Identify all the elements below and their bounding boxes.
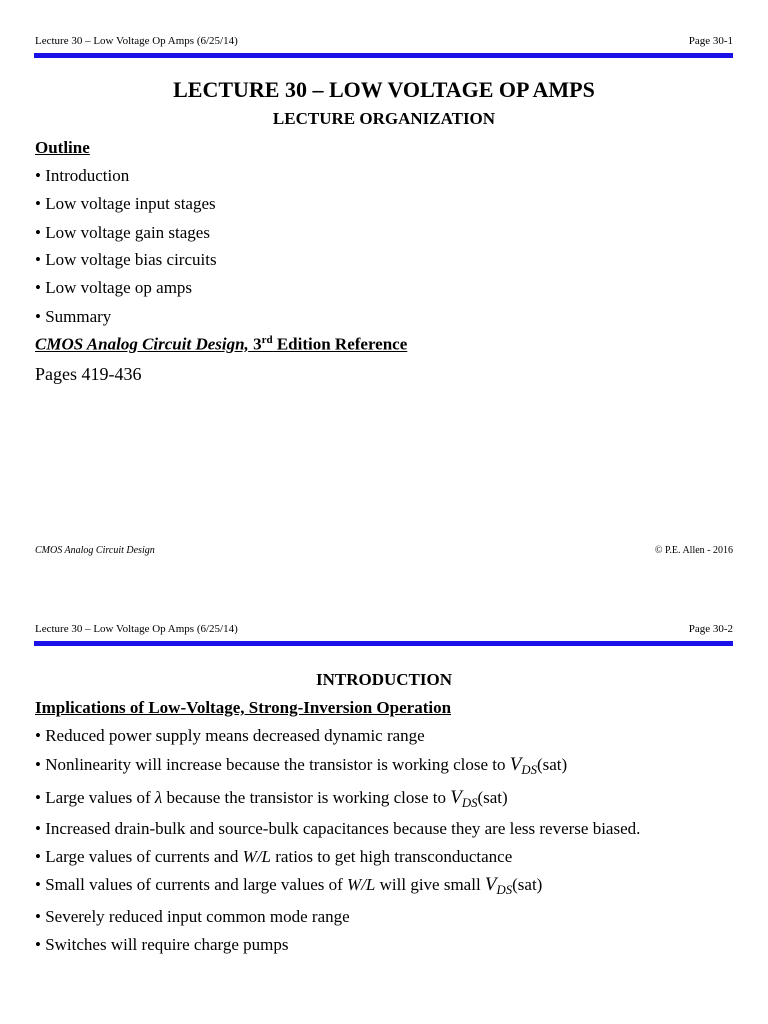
vds-subscript: DS [521,762,537,777]
bullet-text: • Large values of [35,788,155,807]
bullet-text: because the transistor is working close to [162,788,451,807]
vds-symbol-v: V [484,874,497,895]
bullet-nonlinearity [35,754,567,778]
bullet-common-mode-range: • Severely reduced input common mode range [35,907,350,926]
bullet-capacitances: • Increased drain-bulk and source-bulk capacitances because they are less reverse biased. [35,819,641,838]
vds-sat: (sat) [512,875,543,894]
outline-heading: Outline [35,138,90,157]
wl-ratio: W/L [347,875,376,894]
header-divider [34,53,733,58]
outline-item: • Low voltage input stages [35,194,216,213]
bullet-charge-pumps: • Switches will require charge pumps [35,935,289,954]
header-page-number: Page 30-2 [688,623,733,635]
bullet-power-supply: • Reduced power supply means decreased dynamic range [35,726,425,745]
slide-subtitle: LECTURE ORGANIZATION [272,109,496,128]
slide-title: LECTURE 30 – LOW VOLTAGE OP AMPS [173,77,595,102]
vds-subscript: DS [461,795,478,810]
header-lecture-title: Lecture 30 – Low Voltage Op Amps (6/25/14) [35,35,238,47]
vds-subscript: DS [496,882,513,897]
bullet-small-vds [35,874,542,898]
section-heading: Implications of Low-Voltage, Strong-Inversion Operation [35,698,452,717]
bullet-text: • Small values of currents and large values of [35,875,348,894]
outline-item: • Summary [35,307,112,326]
footer-course-name: CMOS Analog Circuit Design [35,545,155,556]
outline-item: • Low voltage op amps [35,278,193,297]
outline-item: • Low voltage gain stages [35,223,210,242]
lambda-symbol: λ [154,788,163,807]
reference-edition-number: 3 [248,334,262,354]
header-page-number: Page 30-1 [688,35,733,47]
outline-item: • Low voltage bias circuits [35,250,217,269]
reference-edition-suffix: rd [261,334,273,346]
outline-item: • Introduction [35,166,130,185]
textbook-reference [35,334,407,355]
vds-sat: (sat) [477,788,508,807]
reference-pages: Pages 419-436 [35,364,142,384]
vds-sat: (sat) [536,755,568,774]
vds-symbol-v: V [450,787,462,808]
bullet-lambda [35,787,508,811]
bullet-text: • Nonlinearity will increase because the transistor is working close to [35,755,510,774]
slide-title: INTRODUCTION [315,670,453,689]
footer-copyright: © P.E. Allen - 2016 [654,545,733,556]
reference-book-title: CMOS Analog Circuit Design, [35,334,249,354]
slide-page-30-2 [0,588,768,1024]
vds-symbol-v: V [509,754,522,775]
bullet-text: • Large values of currents and [35,847,243,866]
bullet-transconductance [35,847,512,867]
header-divider [34,641,733,646]
reference-suffix: Edition Reference [272,334,408,354]
wl-ratio: W/L [242,847,272,866]
bullet-text: will give small [375,875,485,894]
bullet-text: ratios to get high transconductance [271,847,513,866]
header-lecture-title: Lecture 30 – Low Voltage Op Amps (6/25/14) [35,623,238,635]
